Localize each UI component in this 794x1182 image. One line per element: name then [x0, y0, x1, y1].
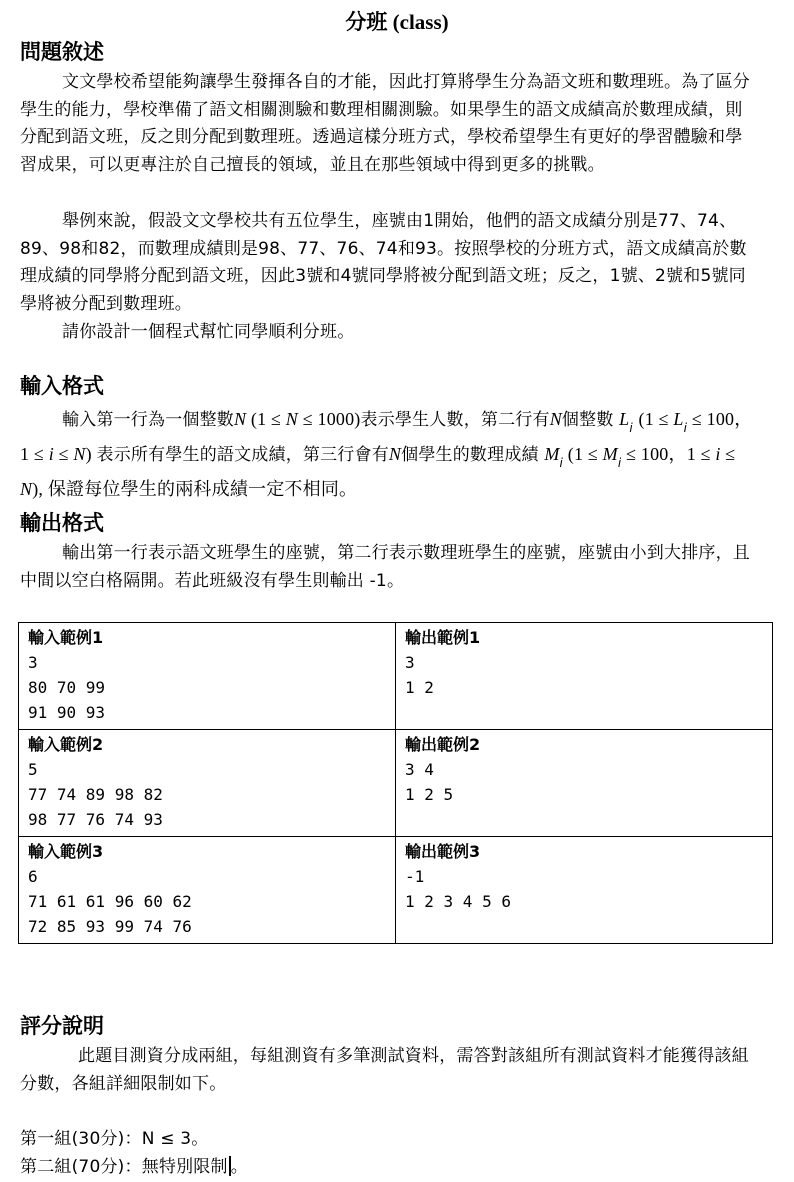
math-text: ), — [32, 479, 48, 499]
math-subscript: i — [559, 456, 564, 470]
input-format-heading: 輸入格式 — [20, 374, 104, 398]
sample-input-label: 輸入範例2 — [28, 735, 104, 754]
math-text: ≤ — [53, 444, 74, 464]
math-var: N — [549, 409, 562, 429]
scoring-group-2-end: 。 — [230, 1157, 248, 1177]
sample-input-cell — [19, 730, 396, 837]
math-subscript: i — [617, 456, 622, 470]
input-format-text: 表示學生人數，第二行有 — [360, 410, 550, 430]
sample-input-cell — [19, 623, 396, 730]
math-var: N — [73, 444, 86, 464]
description-paragraph-1: 文文學校希望能夠讓學生發揮各自的才能，因此打算將學生分為語文班和數理班。為了區分學生的能力，學校準備了語文相關測驗和數理相關測驗。如果學生的語文成績高於數理成績，則分配到語文班，反之則分配到數理班。透過這樣分班方式，學校希望學生有更好的學習體驗和學習成果，可以更專注於自己擅長的領域，並且在那些領域中得到更多的挑戰。 — [20, 72, 750, 175]
output-format-heading: 輸出格式 — [20, 511, 104, 535]
description-paragraph-3: 請你設計一個程式幫忙同學順利分班。 — [62, 322, 355, 342]
sample-output-cell — [396, 837, 773, 944]
math-text: ≤ — [720, 444, 736, 464]
math-text: ) — [85, 444, 97, 464]
sample-input-label: 輸入範例1 — [28, 628, 104, 647]
input-format-text: 輸入第一行為一個整數 — [62, 410, 234, 430]
description-paragraph-2: 舉例來說，假設文文學校共有五位學生，座號由1開始，他們的語文成績分別是77、74、89、98和82，而數理成績則是98、77、76、74和93。按照學校的分班方式，語文成績高於數理成績的同學將分配到語文班，因此3號和4號同學將被分配到語文班；反之，1號、2號和5號同學將被分配到數理班。 — [20, 211, 747, 314]
scoring-heading: 評分說明 — [20, 1014, 104, 1038]
sample-output-label: 輸出範例1 — [405, 628, 481, 647]
page-title: 分班 (class) — [345, 10, 449, 34]
sample-input-text: 3 80 70 99 91 90 93 — [28, 653, 106, 722]
math-var: N — [285, 409, 299, 429]
math-subscript: i — [683, 421, 688, 435]
scoring-group-2-text: 第二組(70分)：無特別限制 — [20, 1157, 228, 1177]
sample-input-label: 輸入範例3 — [28, 842, 104, 861]
sample-input-text: 5 77 74 89 98 82 98 77 76 74 93 — [28, 760, 163, 829]
input-format-text: 個學生的數理成績 — [401, 445, 545, 465]
math-text: ≤ 1000) — [298, 409, 361, 429]
math-var: N — [388, 444, 402, 464]
math-var: i — [715, 444, 721, 464]
sample-output-label: 輸出範例3 — [405, 842, 481, 861]
input-format-text: 表示所有學生的語文成績，第三行會有 — [96, 445, 389, 465]
math-var: N — [20, 479, 33, 499]
scoring-group-2 — [20, 1154, 754, 1182]
sample-row — [19, 730, 773, 837]
math-text: (1 ≤ — [246, 409, 286, 429]
description-heading: 問題敘述 — [20, 40, 104, 64]
math-var: M — [602, 444, 618, 464]
scoring-paragraph: 此題目測資分成兩組，每組測資有多筆測試資料，需答對該組所有測試資料才能獲得該組分數，各組詳細限制如下。 — [20, 1046, 749, 1094]
sample-output-text: 3 4 1 2 5 — [405, 760, 454, 804]
math-var: L — [619, 409, 630, 429]
math-var: i — [48, 444, 54, 464]
sample-output-cell — [396, 623, 773, 730]
samples-table — [18, 622, 773, 944]
input-format-text: 個整數 — [561, 410, 620, 430]
sample-row — [19, 623, 773, 730]
math-var: L — [673, 409, 684, 429]
input-format-paragraph — [20, 403, 754, 507]
sample-input-text: 6 71 61 61 96 60 62 72 85 93 99 74 76 — [28, 867, 192, 936]
math-text: ≤ 100，1 ≤ — [20, 409, 753, 464]
sample-row — [19, 837, 773, 944]
scoring-group-1: 第一組(30分)：N ≤ 3。 — [20, 1129, 209, 1149]
math-text: (1 ≤ — [563, 444, 603, 464]
sample-input-cell — [19, 837, 396, 944]
output-format-paragraph: 輸出第一行表示語文班學生的座號，第二行表示數理班學生的座號，座號由小到大排序，且中間以空白格隔開。若此班級沒有學生則輸出 -1。 — [20, 543, 750, 591]
math-var: M — [544, 444, 560, 464]
math-var: N — [234, 409, 247, 429]
input-format-guarantee: 保證每位學生的兩科成績一定不相同。 — [47, 479, 358, 499]
sample-output-text: -1 1 2 3 4 5 6 — [405, 867, 511, 911]
math-text: ≤ 100，1 ≤ — [621, 444, 716, 464]
sample-output-text: 3 1 2 — [405, 653, 434, 697]
sample-output-cell — [396, 730, 773, 837]
math-subscript: i — [629, 421, 633, 435]
math-text: (1 ≤ — [638, 409, 674, 429]
sample-output-label: 輸出範例2 — [405, 735, 481, 754]
